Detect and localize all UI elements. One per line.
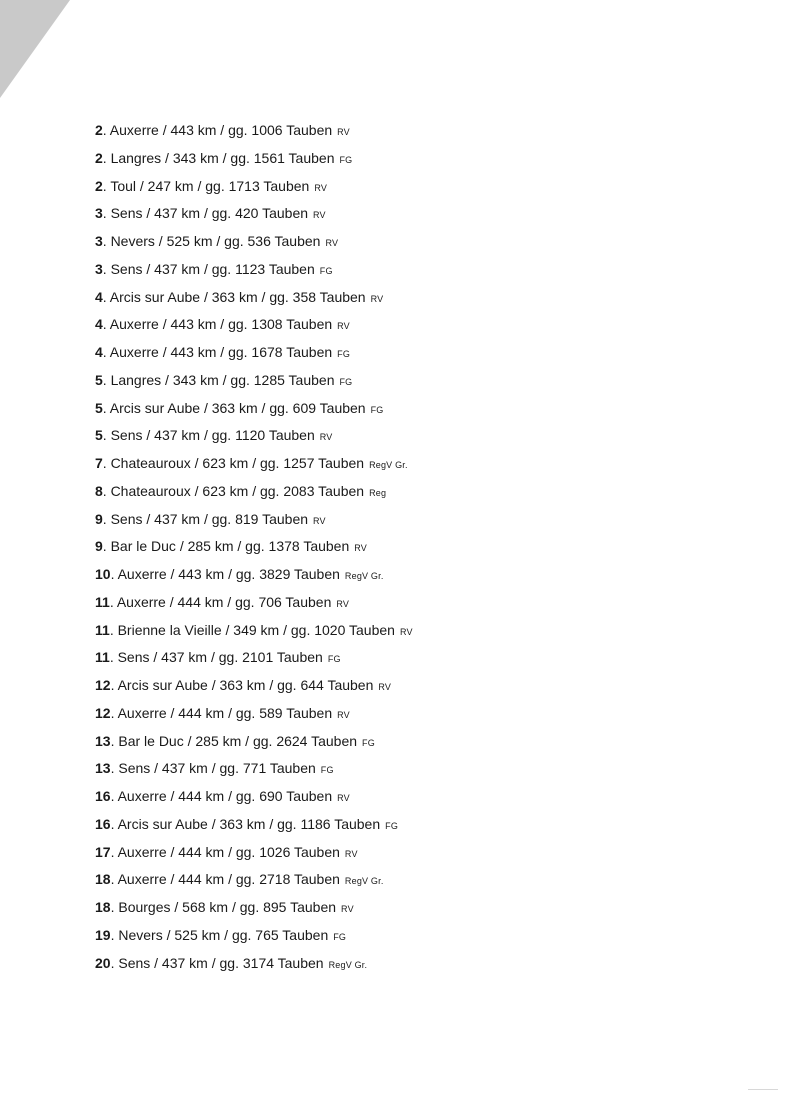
result-rank: 12 bbox=[95, 704, 111, 721]
result-tag: FG bbox=[333, 931, 347, 942]
result-text: . Nevers / 525 km / gg. 765 Tauben bbox=[110, 926, 329, 943]
result-tag: RV bbox=[325, 238, 339, 248]
result-tag: FG bbox=[339, 376, 353, 387]
result-text: . Nevers / 525 km / gg. 536 Tauben bbox=[102, 233, 321, 249]
result-text: . Sens / 437 km / gg. 3174 Tauben bbox=[110, 954, 324, 971]
result-rank: 2 bbox=[95, 149, 103, 166]
result-tag: RV bbox=[319, 432, 333, 443]
result-rank: 17 bbox=[95, 843, 111, 860]
result-tag: RV bbox=[336, 598, 350, 609]
result-row bbox=[95, 621, 413, 649]
result-row bbox=[95, 954, 413, 982]
result-rank: 13 bbox=[95, 732, 111, 749]
result-rank: 2 bbox=[95, 122, 103, 138]
result-text: . Auxerre / 443 km / gg. 3829 Tauben bbox=[110, 566, 340, 582]
result-rank: 11 bbox=[95, 621, 110, 638]
result-text: . Bourges / 568 km / gg. 895 Tauben bbox=[110, 899, 337, 915]
result-rank: 11 bbox=[95, 649, 110, 666]
result-tag: FG bbox=[370, 404, 384, 415]
result-rank: 20 bbox=[95, 954, 111, 971]
result-tag: RV bbox=[399, 626, 413, 637]
result-row bbox=[95, 232, 413, 260]
result-tag: RV bbox=[370, 293, 384, 304]
result-text: . Auxerre / 444 km / gg. 2718 Tauben bbox=[110, 871, 340, 888]
result-text: . Sens / 437 km / gg. 1120 Tauben bbox=[102, 427, 315, 444]
result-text: . Toul / 247 km / gg. 1713 Tauben bbox=[102, 177, 310, 194]
result-row bbox=[95, 926, 413, 954]
result-tag: FG bbox=[339, 154, 353, 165]
result-text: . Auxerre / 443 km / gg. 1678 Tauben bbox=[102, 344, 333, 360]
result-rank: 5 bbox=[95, 399, 103, 416]
result-rank: 13 bbox=[95, 760, 111, 777]
result-rank: 18 bbox=[95, 899, 111, 915]
result-row bbox=[95, 759, 413, 787]
result-row bbox=[95, 704, 413, 732]
result-row bbox=[95, 870, 413, 898]
result-tag: FG bbox=[337, 349, 351, 359]
result-text: . Auxerre / 444 km / gg. 690 Tauben bbox=[110, 788, 333, 804]
result-text: . Sens / 437 km / gg. 771 Tauben bbox=[110, 760, 316, 777]
result-tag: RV bbox=[341, 904, 354, 914]
result-rank: 7 bbox=[95, 455, 103, 471]
result-row bbox=[95, 676, 413, 704]
result-row bbox=[95, 343, 413, 371]
result-tag: FG bbox=[362, 737, 375, 748]
result-text: . Sens / 437 km / gg. 819 Tauben bbox=[102, 510, 309, 527]
result-text: . Auxerre / 444 km / gg. 1026 Tauben bbox=[110, 843, 340, 860]
result-text: . Arcis sur Aube / 363 km / gg. 1186 Tauben bbox=[110, 815, 381, 832]
result-tag: RegV Gr. bbox=[344, 876, 384, 887]
result-row bbox=[95, 482, 413, 510]
result-text: . Sens / 437 km / gg. 2101 Tauben bbox=[109, 649, 323, 666]
result-tag: Reg bbox=[369, 487, 387, 498]
result-rank: 16 bbox=[95, 788, 111, 804]
result-rank: 2 bbox=[95, 177, 103, 194]
result-row bbox=[95, 648, 413, 676]
result-row bbox=[95, 315, 413, 343]
result-row bbox=[95, 898, 413, 926]
result-tag: RV bbox=[314, 182, 328, 193]
result-text: . Auxerre / 444 km / gg. 589 Tauben bbox=[110, 704, 333, 721]
result-row bbox=[95, 843, 413, 871]
result-tag: RV bbox=[337, 127, 350, 137]
result-tag: FG bbox=[320, 765, 334, 776]
result-rank: 3 bbox=[95, 233, 103, 249]
scan-edge-line bbox=[748, 1089, 778, 1090]
result-rank: 10 bbox=[95, 566, 111, 582]
result-text: . Langres / 343 km / gg. 1285 Tauben bbox=[102, 371, 335, 388]
result-row bbox=[95, 454, 413, 482]
result-rank: 9 bbox=[95, 538, 103, 555]
result-row bbox=[95, 510, 413, 538]
result-rank: 9 bbox=[95, 510, 103, 527]
result-row bbox=[95, 149, 413, 177]
result-row bbox=[95, 537, 413, 565]
result-rank: 8 bbox=[95, 482, 103, 499]
result-rank: 3 bbox=[95, 260, 103, 277]
result-tag: RV bbox=[337, 321, 350, 332]
result-row bbox=[95, 288, 413, 316]
result-row bbox=[95, 426, 413, 454]
result-row bbox=[95, 815, 413, 843]
result-tag: FG bbox=[319, 265, 333, 276]
result-tag: RegV Gr. bbox=[344, 571, 384, 581]
result-text: . Brienne la Vieille / 349 km / gg. 1020 Tauben bbox=[109, 621, 395, 638]
result-text: . Auxerre / 444 km / gg. 706 Tauben bbox=[109, 593, 332, 610]
results-list bbox=[95, 121, 413, 981]
result-text: . Bar le Duc / 285 km / gg. 1378 Tauben bbox=[102, 538, 350, 555]
result-text: . Sens / 437 km / gg. 420 Tauben bbox=[102, 205, 309, 222]
result-tag: RV bbox=[337, 793, 350, 803]
result-rank: 19 bbox=[95, 926, 111, 943]
result-text: . Arcis sur Aube / 363 km / gg. 358 Tauben bbox=[102, 288, 366, 305]
result-text: . Chateauroux / 623 km / gg. 2083 Tauben bbox=[102, 482, 365, 499]
result-tag: RV bbox=[378, 682, 392, 692]
result-tag: RV bbox=[313, 210, 326, 221]
result-row bbox=[95, 177, 413, 205]
result-row bbox=[95, 593, 413, 621]
result-rank: 12 bbox=[95, 677, 111, 693]
result-rank: 4 bbox=[95, 288, 103, 305]
result-row bbox=[95, 732, 413, 760]
result-row bbox=[95, 121, 413, 149]
result-text: . Bar le Duc / 285 km / gg. 2624 Tauben bbox=[110, 732, 358, 749]
result-row bbox=[95, 565, 413, 593]
result-row bbox=[95, 260, 413, 288]
result-text: . Auxerre / 443 km / gg. 1006 Tauben bbox=[102, 122, 333, 138]
result-rank: 3 bbox=[95, 205, 103, 222]
result-row bbox=[95, 371, 413, 399]
folded-page-corner bbox=[0, 0, 70, 98]
result-row bbox=[95, 399, 413, 427]
result-text: . Sens / 437 km / gg. 1123 Tauben bbox=[102, 260, 315, 277]
result-text: . Auxerre / 443 km / gg. 1308 Tauben bbox=[102, 316, 333, 333]
result-tag: RegV Gr. bbox=[369, 460, 408, 470]
result-tag: RV bbox=[337, 709, 350, 720]
result-tag: RegV Gr. bbox=[328, 959, 368, 970]
result-rank: 11 bbox=[95, 593, 110, 610]
result-rank: 16 bbox=[95, 815, 111, 832]
result-text: . Chateauroux / 623 km / gg. 1257 Tauben bbox=[102, 455, 365, 471]
result-text: . Langres / 343 km / gg. 1561 Tauben bbox=[102, 149, 335, 166]
result-tag: FG bbox=[327, 654, 341, 665]
result-text: . Arcis sur Aube / 363 km / gg. 644 Tauben bbox=[110, 677, 374, 693]
result-tag: RV bbox=[344, 848, 358, 859]
result-row bbox=[95, 204, 413, 232]
result-tag: RV bbox=[354, 543, 367, 554]
result-row bbox=[95, 787, 413, 815]
result-text: . Arcis sur Aube / 363 km / gg. 609 Tauben bbox=[102, 399, 366, 416]
result-rank: 4 bbox=[95, 344, 103, 360]
result-rank: 4 bbox=[95, 316, 103, 333]
result-tag: FG bbox=[385, 820, 399, 831]
result-rank: 5 bbox=[95, 371, 103, 388]
result-rank: 5 bbox=[95, 427, 103, 444]
result-rank: 18 bbox=[95, 871, 111, 888]
result-tag: RV bbox=[313, 515, 326, 526]
